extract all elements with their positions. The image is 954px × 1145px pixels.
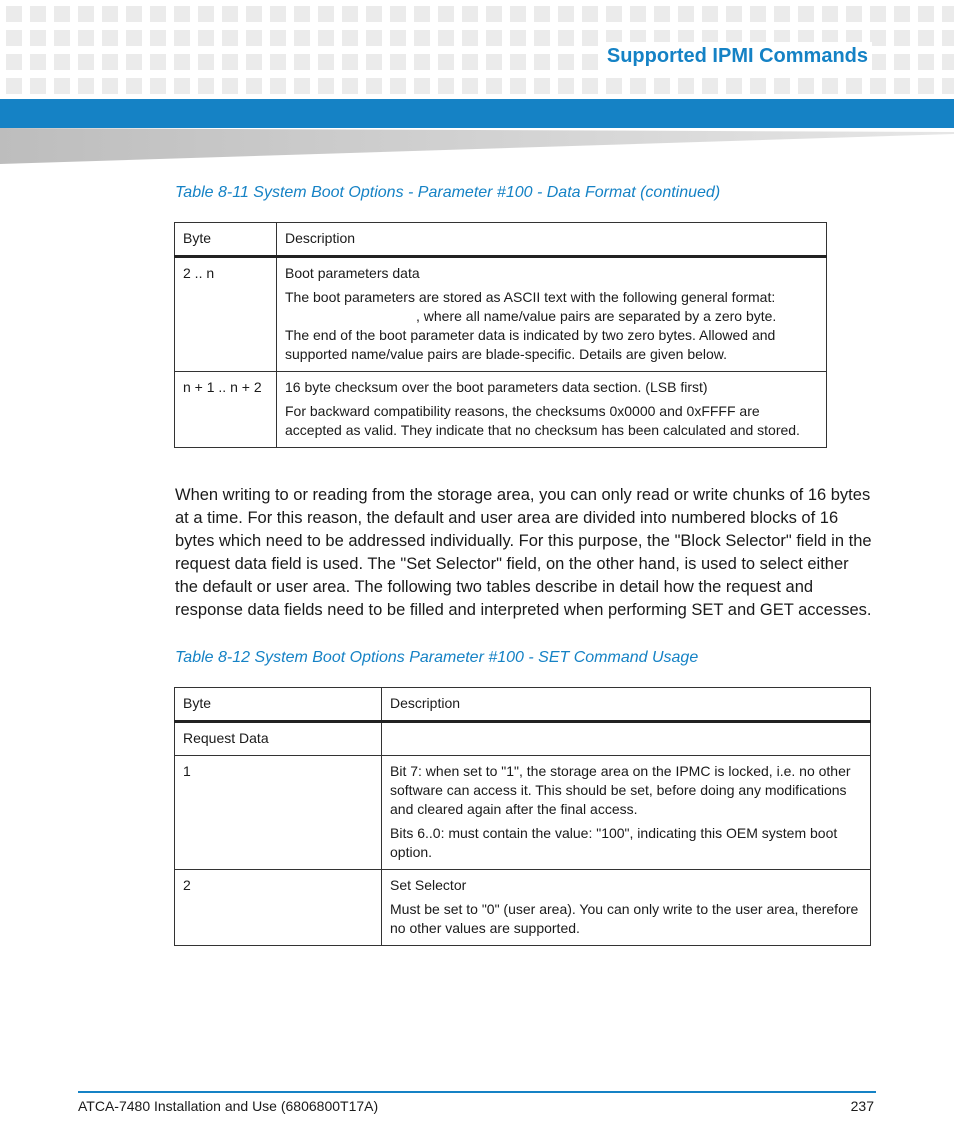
header-tile (678, 78, 694, 94)
header-tile (54, 54, 70, 70)
header-tile (750, 6, 766, 22)
header-tile (438, 30, 454, 46)
header-tile (438, 6, 454, 22)
header-tile (486, 30, 502, 46)
table-row (175, 756, 871, 870)
table-row (175, 870, 871, 946)
description-cell (382, 756, 871, 870)
table-header-row (175, 688, 871, 722)
header-tile (318, 54, 334, 70)
header-tile (870, 54, 886, 70)
description-cell (277, 257, 827, 372)
header-tile (270, 30, 286, 46)
header-tile (102, 54, 118, 70)
description-line: Set Selector (390, 877, 467, 893)
header-tile (318, 30, 334, 46)
header-tile (534, 78, 550, 94)
header-tile (630, 78, 646, 94)
description-text: The end of the boot parameter data is indicated by two zero bytes. Allowed and supported name/value pairs are blade-specific. Details are given below. (285, 327, 776, 362)
header-tile (654, 6, 670, 22)
header-tile (150, 54, 166, 70)
header-tile (390, 30, 406, 46)
header-tile (222, 6, 238, 22)
header-tile (702, 6, 718, 22)
header-tile (390, 54, 406, 70)
header-tile (462, 78, 478, 94)
header-tile (870, 30, 886, 46)
header-tile (318, 6, 334, 22)
header-tile (342, 78, 358, 94)
header-tile (126, 30, 142, 46)
header-tile (822, 78, 838, 94)
header-tile (534, 54, 550, 70)
header-tile (654, 78, 670, 94)
header-tile (630, 6, 646, 22)
header-tile (342, 6, 358, 22)
header-tile (534, 30, 550, 46)
header-tile (510, 54, 526, 70)
header-tile (102, 30, 118, 46)
header-tile (246, 30, 262, 46)
header-tile (582, 54, 598, 70)
header-tile (606, 78, 622, 94)
header-tile (78, 6, 94, 22)
header-tile (438, 78, 454, 94)
header-tile (582, 30, 598, 46)
header-tile (30, 30, 46, 46)
header-tile (390, 6, 406, 22)
header-tile (30, 78, 46, 94)
description-text: The boot parameters are stored as ASCII text with the following general format: (285, 289, 776, 305)
page-section-title: Supported IPMI Commands (599, 42, 872, 70)
header-tile (54, 78, 70, 94)
header-tile (846, 6, 862, 22)
header-tile (126, 54, 142, 70)
header-tile (150, 78, 166, 94)
header-gray-swoosh (0, 128, 954, 164)
header-tile (6, 54, 22, 70)
header-tile (942, 30, 954, 46)
header-tile (558, 6, 574, 22)
header-tile (126, 6, 142, 22)
header-tile (870, 6, 886, 22)
header-tile (6, 6, 22, 22)
description-cell (382, 870, 871, 946)
header-tile (6, 30, 22, 46)
byte-cell: 2 .. n (175, 257, 277, 372)
header-tile (78, 30, 94, 46)
header-tile (78, 54, 94, 70)
header-tile (54, 30, 70, 46)
header-tile (846, 78, 862, 94)
description-line: Boot parameters data (285, 265, 420, 281)
header-tile (102, 78, 118, 94)
header-tile (918, 6, 934, 22)
header-tile (414, 30, 430, 46)
header-tile (222, 54, 238, 70)
header-tile (30, 6, 46, 22)
header-tile (198, 78, 214, 94)
body-paragraph: When writing to or reading from the storage area, you can only read or write chunks of 16 bytes at a time. For this reason, the default and user area are divided into numbered blocks of 16 bytes which need to be addressed individually. For this purpose, the "Block Selector" field in the request data field is used. The "Set Selector" field, on the other hand, is used to select either the default or user area. The following two tables describe in detail how the request and response data fields need to be filled and interpreted when performing SET and GET accesses. (175, 486, 872, 619)
header-tile (270, 78, 286, 94)
byte-cell: n + 1 .. n + 2 (175, 372, 277, 448)
header-tile (174, 78, 190, 94)
table-caption-8-12: Table 8-12 System Boot Options Parameter #100 - SET Command Usage (175, 649, 699, 666)
header-tile (54, 6, 70, 22)
header-tile (894, 54, 910, 70)
header-tile (198, 54, 214, 70)
table-header-row (175, 223, 827, 257)
header-tile (894, 78, 910, 94)
header-tile (414, 78, 430, 94)
header-tile (342, 54, 358, 70)
header-tile (774, 78, 790, 94)
header-tile (126, 78, 142, 94)
header-tile (198, 6, 214, 22)
header-tile (726, 6, 742, 22)
description-line (285, 288, 818, 364)
header-tile (414, 6, 430, 22)
header-tile (270, 54, 286, 70)
section-label-request-data: Request Data (175, 722, 382, 756)
header-tile (318, 78, 334, 94)
header-tile (30, 54, 46, 70)
header-tile (150, 6, 166, 22)
description-line: 16 byte checksum over the boot parameters data section. (LSB first) (285, 379, 708, 395)
header-tile (894, 6, 910, 22)
header-tile (486, 78, 502, 94)
header-tile (78, 78, 94, 94)
header-tile (222, 78, 238, 94)
table-row (175, 372, 827, 448)
header-tile (918, 54, 934, 70)
header-tile (894, 30, 910, 46)
header-tile (774, 6, 790, 22)
header-tile (342, 30, 358, 46)
footer-rule (78, 1091, 876, 1093)
header-tile (702, 78, 718, 94)
header-tile (582, 78, 598, 94)
header-tile (510, 30, 526, 46)
header-tile (942, 6, 954, 22)
header-tile (918, 30, 934, 46)
header-tile (918, 78, 934, 94)
header-tile (294, 30, 310, 46)
header-tile (294, 78, 310, 94)
header-tile (294, 54, 310, 70)
header-tile (174, 54, 190, 70)
header-tile (102, 6, 118, 22)
description-line: Bit 7: when set to "1", the storage area on the IPMC is locked, i.e. no other software can access it. This should be set, before doing any modifications and cleared again after the final access. (390, 763, 851, 817)
header-tile (174, 30, 190, 46)
header-tile (678, 6, 694, 22)
description-line: For backward compatibility reasons, the checksums 0x0000 and 0xFFFF are accepted as valid. They indicate that no checksum has been calculated and stored. (285, 403, 800, 438)
column-header-description: Description (382, 688, 871, 722)
header-tile (246, 6, 262, 22)
header-tile (366, 6, 382, 22)
header-tile (486, 54, 502, 70)
header-tile (246, 54, 262, 70)
header-tile (534, 6, 550, 22)
header-tile (582, 6, 598, 22)
table-caption-8-11: Table 8-11 System Boot Options - Parameter #100 - Data Format (continued) (175, 184, 721, 201)
header-tile (798, 6, 814, 22)
header-tile (606, 6, 622, 22)
table-boot-data-format (174, 222, 827, 448)
table-set-command-usage (174, 687, 871, 946)
header-tile (366, 78, 382, 94)
description-line: Must be set to "0" (user area). You can only write to the user area, therefore no other values are supported. (390, 901, 859, 936)
header-tile (942, 54, 954, 70)
header-tile (366, 54, 382, 70)
header-tile (462, 30, 478, 46)
description-cell (277, 372, 827, 448)
header-tile (390, 78, 406, 94)
header-tile (798, 78, 814, 94)
header-tile (246, 78, 262, 94)
table-section-row (175, 722, 871, 756)
header-tile (6, 78, 22, 94)
header-tile (462, 6, 478, 22)
column-header-description: Description (277, 223, 827, 257)
table-row (175, 257, 827, 372)
header-tile (558, 54, 574, 70)
header-tile (270, 6, 286, 22)
header-tile (558, 30, 574, 46)
header-tile (486, 6, 502, 22)
header-tile (174, 6, 190, 22)
header-blue-band (0, 99, 954, 128)
header-tile (294, 6, 310, 22)
footer-document-title: ATCA-7480 Installation and Use (6806800T17A) (78, 1098, 379, 1114)
header-tile (510, 78, 526, 94)
empty-cell (382, 722, 871, 756)
header-tile (150, 30, 166, 46)
header-tile (438, 54, 454, 70)
header-tile (870, 78, 886, 94)
header-tile (462, 54, 478, 70)
column-header-byte: Byte (175, 688, 382, 722)
description-line: Bits 6..0: must contain the value: "100", indicating this OEM system boot option. (390, 825, 838, 860)
header-tile (942, 78, 954, 94)
header-tile (414, 54, 430, 70)
header-tile (198, 30, 214, 46)
header-tile (726, 78, 742, 94)
header-tile (822, 6, 838, 22)
header-tile (750, 78, 766, 94)
footer-page-number: 237 (850, 1098, 874, 1114)
byte-cell: 2 (175, 870, 382, 946)
header-tile (510, 6, 526, 22)
byte-cell: 1 (175, 756, 382, 870)
header-tile (222, 30, 238, 46)
header-tile (366, 30, 382, 46)
column-header-byte: Byte (175, 223, 277, 257)
header-tile (558, 78, 574, 94)
description-text: , where all name/value pairs are separated by a zero byte. (416, 308, 777, 324)
